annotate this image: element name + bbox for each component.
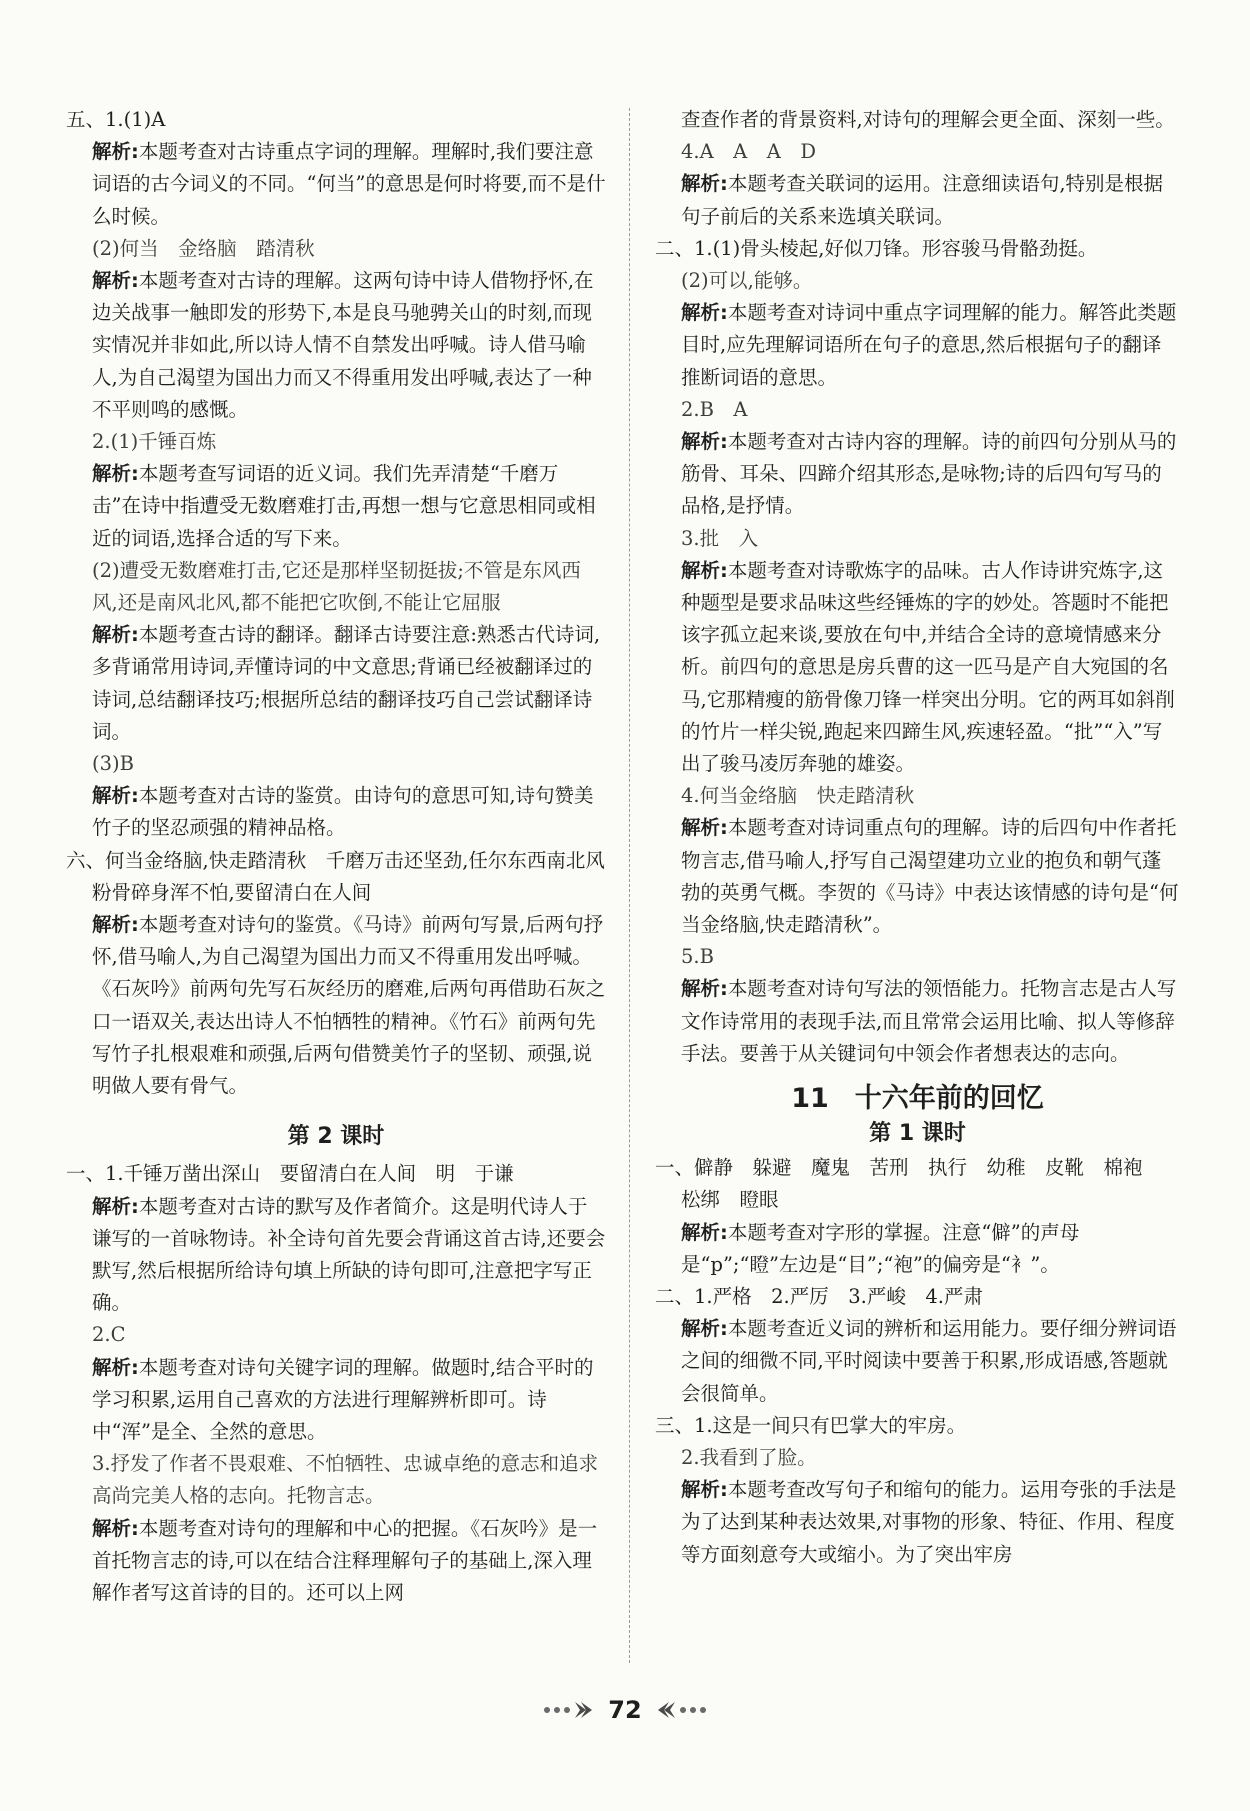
explanation: 解析:本题考查改写句子和缩句的能力。运用夸张的手法是为了达到某种表达效果,对事物的形象、特征、作用、程度等方面刻意夸大或缩小。为了突出牢房 xyxy=(681,1478,1177,1566)
explanation-text: 本题考查关联词的运用。注意细读语句,特别是根据句子前后的关系来选填关联词。 xyxy=(681,172,1164,228)
arrow-right-icon xyxy=(542,1700,594,1720)
answer-line: (3)B xyxy=(92,752,134,776)
explanation: 解析:本题考查对字形的掌握。注意“僻”的声母是“p”;“瞪”左边是“目”;“袍”的偏旁是“衤”。 xyxy=(681,1220,1080,1276)
explanation-label: 解析 xyxy=(92,623,132,647)
explanation: 解析:本题考查对古诗的理解。这两句诗中诗人借物抒怀,在边关战事一触即发的形势下,本是良马驰骋关山的时刻,而现实情况并非如此,所以诗人情不自禁发出呼喊。诗人借马喻人,为自己渴望为国出力而又不得重用发出呼喊,表达了一种不平则鸣的感慨。 xyxy=(92,269,594,421)
explanation-label: 解析 xyxy=(92,1194,132,1218)
continuation-text: 查查作者的背景资料,对诗句的理解会更全面、深刻一些。 xyxy=(681,108,1175,131)
explanation-text: 本题考查写词语的近义词。我们先弄清楚“千磨万击”在诗中指遭受无数磨难打击,再想一想与它意思相同或相近的词语,选择合适的写下来。 xyxy=(92,462,596,550)
explanation-label: 解析 xyxy=(681,172,721,196)
answer-line: (2)遭受无数磨难打击,它还是那样坚韧挺拔;不管是东风西风,还是南风北风,都不能把它吹倒,不能让它屈服 xyxy=(92,558,581,615)
explanation-text: 本题考查对诗词重点句的理解。诗的后四句中作者托物言志,借马喻人,抒写自己渴望建功立业的抱负和朝气蓬勃的英勇气概。李贺的《马诗》中表达该情感的诗句是“何当金络脑,快走踏清秋”。 xyxy=(681,816,1179,937)
explanation-text: 本题考查对诗句写法的领悟能力。托物言志是古人写文作诗常用的表现手法,而且常常会运用比喻、拟人等修辞手法。要善于从关键词句中领会作者想表达的志向。 xyxy=(681,977,1177,1065)
arrow-left-icon xyxy=(656,1700,708,1720)
answer-line: (2)可以,能够。 xyxy=(681,269,813,293)
page-number: 72 xyxy=(608,1696,642,1724)
answer-line: 2.B A xyxy=(681,397,748,421)
explanation-label: 解析 xyxy=(681,1478,721,1502)
explanation-label: 解析 xyxy=(681,816,721,840)
explanation: 解析:本题考查对诗词中重点字词理解的能力。解答此类题目时,应先理解词语所在句子的意思,然后根据句子的翻译推断词语的意思。 xyxy=(681,301,1177,389)
right-column xyxy=(655,104,1180,1571)
explanation-label: 解析 xyxy=(681,1220,721,1244)
answer-line: 2.我看到了脸。 xyxy=(681,1445,817,1469)
explanation-label: 解析 xyxy=(92,1355,132,1379)
answer-line: 4.A A A D xyxy=(681,140,816,164)
explanation: 解析:本题考查对诗句关键字词的理解。做题时,结合平时的学习积累,运用自己喜欢的方法进行理解辨析即可。诗中“浑”是全、全然的意思。 xyxy=(92,1355,594,1443)
explanation-text: 本题考查近义词的辨析和运用能力。要仔细分辨词语之间的细微不同,平时阅读中要善于积累,形成语感,答题就会很简单。 xyxy=(681,1317,1177,1405)
explanation-label: 解析 xyxy=(92,1516,132,1540)
explanation: 解析:本题考查近义词的辨析和运用能力。要仔细分辨词语之间的细微不同,平时阅读中要善于积累,形成语感,答题就会很简单。 xyxy=(681,1317,1177,1405)
section-heading: 第 1 课时 xyxy=(869,1121,966,1147)
question-line: 六、何当金络脑,快走踏清秋 千磨万击还坚劲,任尔东西南北风 粉骨碎身浑不怕,要留清白在人间 xyxy=(66,848,625,904)
answer-line: 2.C xyxy=(92,1323,126,1347)
answer-line: 2.(1)千锤百炼 xyxy=(92,430,217,454)
explanation-text: 本题考查改写句子和缩句的能力。运用夸张的手法是为了达到某种表达效果,对事物的形象、特征、作用、程度等方面刻意夸大或缩小。为了突出牢房 xyxy=(681,1478,1177,1566)
question-line: 三、1.这是一间只有巴掌大的牢房。 xyxy=(655,1413,967,1437)
explanation-text: 本题考查对古诗的鉴赏。由诗句的意思可知,诗句赞美竹子的坚忍顽强的精神品格。 xyxy=(92,784,594,840)
explanation-label: 解析 xyxy=(92,140,132,164)
explanation-label: 解析 xyxy=(92,784,132,808)
explanation: 解析:本题考查对古诗的默写及作者简介。这是明代诗人于谦写的一首咏物诗。补全诗句首先要会背诵这首古诗,还要会默写,然后根据所给诗句填上所缺的诗句即可,注意把字写正确。 xyxy=(92,1194,606,1315)
explanation-text: 本题考查对诗句关键字词的理解。做题时,结合平时的学习积累,运用自己喜欢的方法进行理解辨析即可。诗中“浑”是全、全然的意思。 xyxy=(92,1355,594,1443)
explanation-label: 解析 xyxy=(681,1317,721,1341)
answer-line: 4.何当金络脑 快走踏清秋 xyxy=(681,784,915,808)
answer-line: 3.抒发了作者不畏艰难、不怕牺牲、忠诚卓绝的意志和追求高尚完美人格的志向。托物言志。 xyxy=(92,1452,599,1508)
explanation-label: 解析 xyxy=(681,430,721,454)
explanation: 解析:本题考查对诗词重点句的理解。诗的后四句中作者托物言志,借马喻人,抒写自己渴望建功立业的抱负和朝气蓬勃的英勇气概。李贺的《马诗》中表达该情感的诗句是“何当金络脑,快走踏清秋”。 xyxy=(681,816,1179,937)
explanation-label: 解析 xyxy=(92,269,132,293)
column-divider xyxy=(629,108,630,1663)
explanation-label: 解析 xyxy=(681,558,721,582)
explanation-text: 本题考查对古诗的默写及作者简介。这是明代诗人于谦写的一首咏物诗。补全诗句首先要会背诵这首古诗,还要会默写,然后根据所给诗句填上所缺的诗句即可,注意把字写正确。 xyxy=(92,1194,606,1315)
explanation: 解析:本题考查关联词的运用。注意细读语句,特别是根据句子前后的关系来选填关联词。 xyxy=(681,172,1164,228)
explanation-text: 本题考查对诗词中重点字词理解的能力。解答此类题目时,应先理解词语所在句子的意思,然后根据句子的翻译推断词语的意思。 xyxy=(681,301,1177,389)
question-line: 二、1.(1)骨头棱起,好似刀锋。形容骏马骨骼劲挺。 xyxy=(655,236,1098,260)
explanation-text: 本题考查对古诗的理解。这两句诗中诗人借物抒怀,在边关战事一触即发的形势下,本是良马驰骋关山的时刻,而现实情况并非如此,所以诗人情不自禁发出呼喊。诗人借马喻人,为自己渴望为国出力而又不得重用发出呼喊,表达了一种不平则鸣的感慨。 xyxy=(92,269,594,421)
question-line: 五、1.(1)A xyxy=(66,108,166,131)
explanation-text: 本题考查对诗句的鉴赏。《马诗》前两句写景,后两句抒怀,借马喻人,为自己渴望为国出力而又不得重用发出呼喊。《石灰吟》前两句先写石灰经历的磨难,后两句再借助石灰之口一语双关,表达出诗人不怕牺牲的精神。《竹石》前两句先写竹子扎根艰难和顽强,后两句借赞美竹子的坚韧、顽强,说明做人要有骨气。 xyxy=(92,913,606,1098)
explanation: 解析:本题考查对诗句的理解和中心的把握。《石灰吟》是一首托物言志的诗,可以在结合注释理解句子的基础上,深入理解作者写这首诗的目的。还可以上网 xyxy=(92,1516,598,1604)
page-footer xyxy=(0,1690,1250,1730)
explanation-text: 本题考查对古诗内容的理解。诗的前四句分别从马的筋骨、耳朵、四蹄介绍其形态,是咏物;诗的后四句写马的品格,是抒情。 xyxy=(681,430,1177,518)
explanation-label: 解析 xyxy=(92,462,132,486)
question-line: 二、1.严格 2.严厉 3.严峻 4.严肃 xyxy=(655,1284,983,1308)
section-heading: 第 2 课时 xyxy=(287,1124,385,1150)
explanation-text: 本题考查古诗的翻译。翻译古诗要注意:熟悉古代诗词,多背诵常用诗词,弄懂诗词的中文意思;背诵已经被翻译过的诗词,总结翻译技巧;根据所总结的翻译技巧自己尝试翻译诗词。 xyxy=(92,623,601,743)
question-line: 一、僻静 躲避 魔鬼 苦刑 执行 幼稚 皮靴 棉袍 松绑 瞪眼 xyxy=(655,1156,1163,1212)
explanation-text: 本题考查对古诗重点字词的理解。理解时,我们要注意词语的古今词义的不同。“何当”的意思是何时将要,而不是什么时候。 xyxy=(92,140,606,228)
left-column xyxy=(66,104,625,1609)
explanation-text: 本题考查对诗歌炼字的品味。古人作诗讲究炼字,这种题型是要求品味这些经锤炼的字的妙处。答题时不能把该字孤立起来谈,要放在句中,并结合全诗的意境情感来分析。前四句的意思是房兵曹的这一匹马是产自大宛国的名马,它那精瘦的筋骨像刀锋一样突出分明。它的两耳如斜削的竹片一样尖锐,跑起来四蹄生风,疾速轻盈。“批”“入”写出了骏马凌厉奔驰的雄姿。 xyxy=(681,558,1175,776)
explanation-text: 本题考查对诗句的理解和中心的把握。《石灰吟》是一首托物言志的诗,可以在结合注释理解句子的基础上,深入理解作者写这首诗的目的。还可以上网 xyxy=(92,1516,598,1604)
explanation: 解析:本题考查对古诗重点字词的理解。理解时,我们要注意词语的古今词义的不同。“何当”的意思是何时将要,而不是什么时候。 xyxy=(92,140,606,228)
explanation-text: 本题考查对字形的掌握。注意“僻”的声母是“p”;“瞪”左边是“目”;“袍”的偏旁是“衤”。 xyxy=(681,1220,1080,1276)
lesson-title xyxy=(655,1080,1180,1118)
question-line: 一、1.千锤万凿出深山 要留清白在人间 明 于谦 xyxy=(66,1162,514,1186)
answer-line: 3.批 入 xyxy=(681,526,759,550)
explanation: 解析:本题考查古诗的翻译。翻译古诗要注意:熟悉古代诗词,多背诵常用诗词,弄懂诗词的中文意思;背诵已经被翻译过的诗词,总结翻译技巧;根据所总结的翻译技巧自己尝试翻译诗词。 xyxy=(92,623,601,743)
explanation: 解析:本题考查对诗句写法的领悟能力。托物言志是古人写文作诗常用的表现手法,而且常常会运用比喻、拟人等修辞手法。要善于从关键词句中领会作者想表达的志向。 xyxy=(681,977,1177,1065)
explanation: 解析:本题考查对古诗内容的理解。诗的前四句分别从马的筋骨、耳朵、四蹄介绍其形态,是咏物;诗的后四句写马的品格,是抒情。 xyxy=(681,430,1177,518)
explanation: 解析:本题考查对诗歌炼字的品味。古人作诗讲究炼字,这种题型是要求品味这些经锤炼的字的妙处。答题时不能把该字孤立起来谈,要放在句中,并结合全诗的意境情感来分析。前四句的意思是房兵曹的这一匹马是产自大宛国的名马,它那精瘦的筋骨像刀锋一样突出分明。它的两耳如斜削的竹片一样尖锐,跑起来四蹄生风,疾速轻盈。“批”“入”写出了骏马凌厉奔驰的雄姿。 xyxy=(681,558,1175,776)
lesson-number: 11 xyxy=(791,1083,829,1115)
answer-line: 5.B xyxy=(681,945,714,969)
lesson-title-text: 十六年前的回忆 xyxy=(854,1083,1044,1115)
explanation: 解析:本题考查对诗句的鉴赏。《马诗》前两句写景,后两句抒怀,借马喻人,为自己渴望为国出力而又不得重用发出呼喊。《石灰吟》前两句先写石灰经历的磨难,后两句再借助石灰之口一语双关,表达出诗人不怕牺牲的精神。《竹石》前两句先写竹子扎根艰难和顽强,后两句借赞美竹子的坚韧、顽强,说明做人要有骨气。 xyxy=(92,913,606,1098)
explanation: 解析:本题考查写词语的近义词。我们先弄清楚“千磨万击”在诗中指遭受无数磨难打击,再想一想与它意思相同或相近的词语,选择合适的写下来。 xyxy=(92,462,596,550)
explanation: 解析:本题考查对古诗的鉴赏。由诗句的意思可知,诗句赞美竹子的坚忍顽强的精神品格。 xyxy=(92,784,594,840)
explanation-label: 解析 xyxy=(92,913,132,937)
explanation-label: 解析 xyxy=(681,977,721,1001)
explanation-label: 解析 xyxy=(681,301,721,325)
answer-line: (2)何当 金络脑 踏清秋 xyxy=(92,236,315,260)
